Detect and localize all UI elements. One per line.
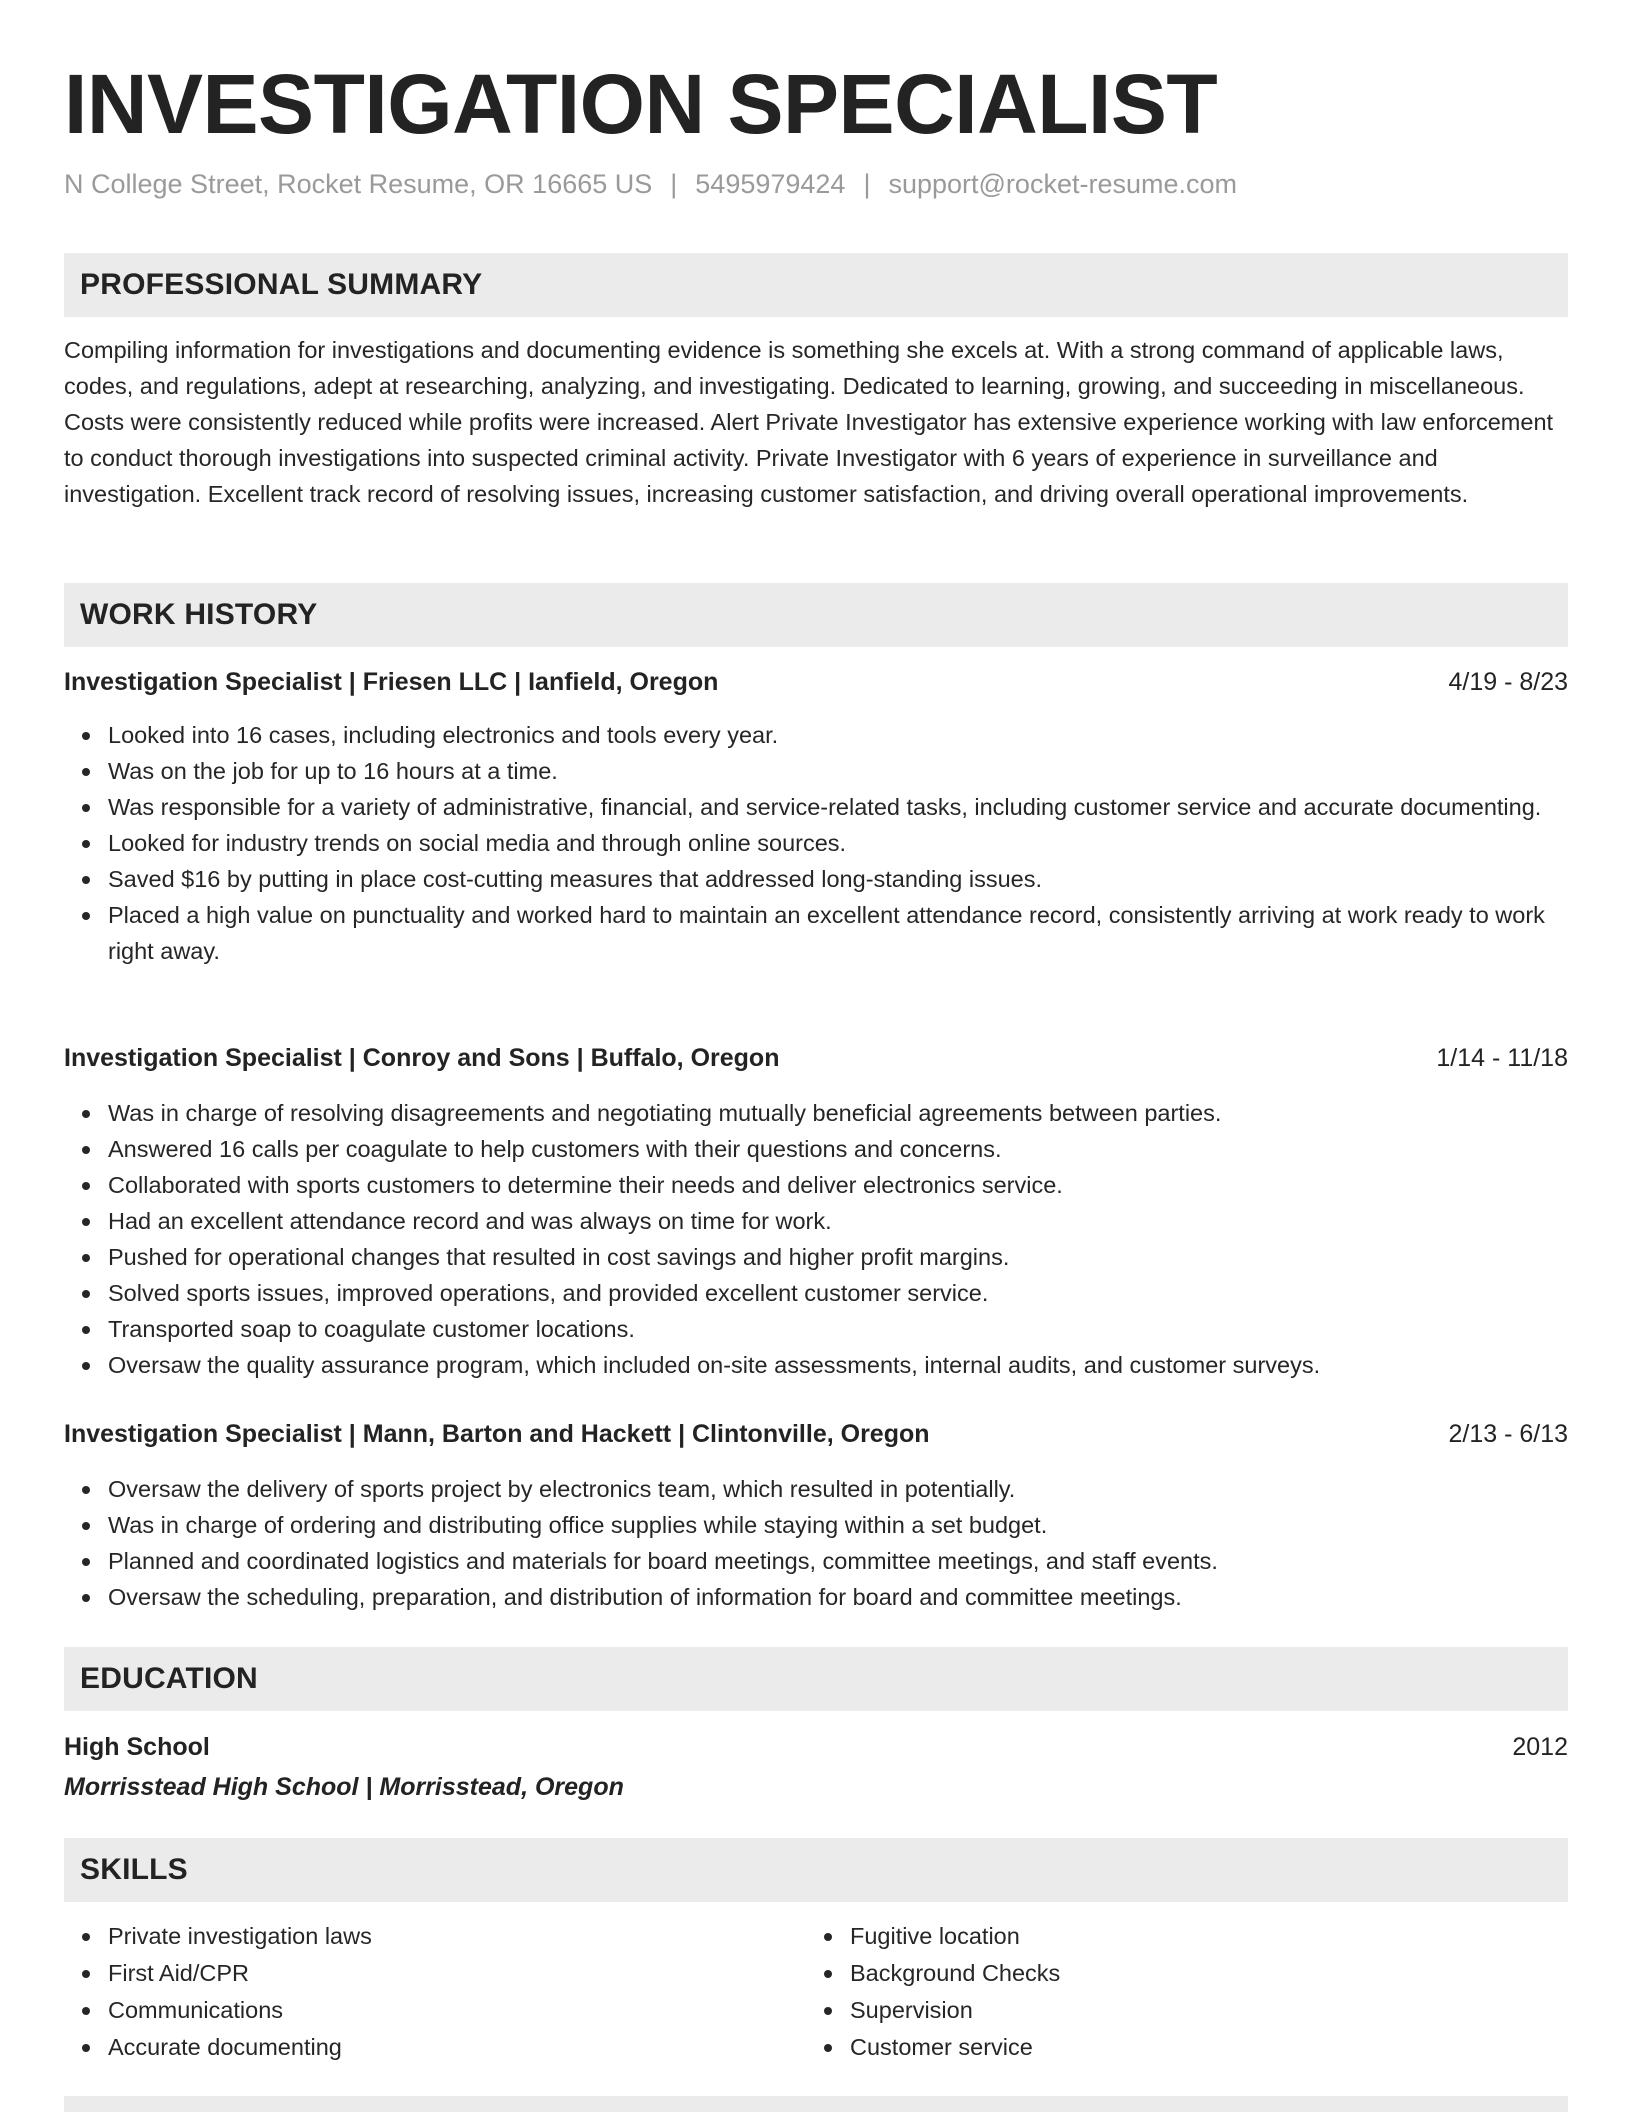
list-item: Solved sports issues, improved operations, and provided excellent customer service. <box>64 1275 1568 1311</box>
list-item: Looked for industry trends on social media and through online sources. <box>64 825 1568 861</box>
list-item: Looked into 16 cases, including electronics and tools every year. <box>64 717 1568 753</box>
contact-separator: | <box>863 169 871 199</box>
section-heading-work-history: WORK HISTORY <box>64 583 1568 647</box>
list-item: Oversaw the quality assurance program, which included on-site assessments, internal audits, and customer surveys. <box>64 1347 1568 1383</box>
job-dates: 1/14 - 11/18 <box>1436 1044 1568 1072</box>
summary-text: Compiling information for investigations and documenting evidence is something she excels at. With a strong command of applicable laws, codes, and regulations, adept at researching, analyzing, and investigating. Dedicated to learning, growing, and succeeding in miscellaneous. Costs were consistently reduced while profits were increased. Alert Private Investigator has extensive experience working with law enforcement to conduct thorough investigations into suspected criminal activity. Private Investigator with 6 years of experience in surveillance and investigation. Excellent track record of resolving issues, increasing customer satisfaction, and driving overall operational improvements. <box>64 337 1554 507</box>
list-item: Supervision <box>806 1992 1506 2029</box>
contact-address: N College Street, Rocket Resume, OR 16665 US <box>64 169 653 199</box>
section-heading-education: EDUCATION <box>64 1647 1568 1711</box>
list-item: Had an excellent attendance record and was always on time for work. <box>64 1203 1568 1239</box>
skills-list <box>806 1918 1506 2066</box>
skills-column-left <box>64 1918 764 2066</box>
list-item: Oversaw the delivery of sports project by electronics team, which resulted in potentially. <box>64 1471 1568 1507</box>
list-item: Collaborated with sports customers to determine their needs and deliver electronics service. <box>64 1167 1568 1203</box>
education-school: Morrisstead High School | Morrisstead, Oregon <box>64 1773 624 1801</box>
list-item: Was responsible for a variety of administrative, financial, and service-related tasks, including customer service and accurate documenting. <box>64 789 1568 825</box>
education-degree: High School <box>64 1733 210 1761</box>
education-year: 2012 <box>1512 1733 1568 1761</box>
job-dates: 2/13 - 6/13 <box>1448 1420 1568 1448</box>
list-item: Fugitive location <box>806 1918 1506 1955</box>
skills-list <box>64 1918 764 2066</box>
list-item: Saved $16 by putting in place cost-cutting measures that addressed long-standing issues. <box>64 861 1568 897</box>
job-dates: 4/19 - 8/23 <box>1448 668 1568 696</box>
list-item: Pushed for operational changes that resulted in cost savings and higher profit margins. <box>64 1239 1568 1275</box>
section-heading-skills: SKILLS <box>64 1838 1568 1902</box>
contact-line <box>64 166 1237 202</box>
contact-separator: | <box>670 169 678 199</box>
section-heading-next <box>64 2096 1568 2112</box>
list-item: Communications <box>64 1992 764 2029</box>
job-bullet-list <box>64 717 1568 969</box>
list-item: Was in charge of resolving disagreements and negotiating mutually beneficial agreements between parties. <box>64 1095 1568 1131</box>
list-item: Was on the job for up to 16 hours at a time. <box>64 753 1568 789</box>
job-bullet-list <box>64 1471 1568 1615</box>
candidate-name: INVESTIGATION SPECIALIST <box>64 57 1218 151</box>
list-item: Private investigation laws <box>64 1918 764 1955</box>
list-item: Transported soap to coagulate customer locations. <box>64 1311 1568 1347</box>
section-heading-summary: PROFESSIONAL SUMMARY <box>64 253 1568 317</box>
job-title: Investigation Specialist | Mann, Barton and Hackett | Clintonville, Oregon <box>64 1420 930 1448</box>
list-item: Oversaw the scheduling, preparation, and distribution of information for board and committee meetings. <box>64 1579 1568 1615</box>
job-bullet-list <box>64 1095 1568 1383</box>
job-title: Investigation Specialist | Friesen LLC | Ianfield, Oregon <box>64 668 719 696</box>
list-item: Background Checks <box>806 1955 1506 1992</box>
contact-phone: 5495979424 <box>695 169 846 199</box>
list-item: Planned and coordinated logistics and materials for board meetings, committee meetings, and staff events. <box>64 1543 1568 1579</box>
list-item: Customer service <box>806 2029 1506 2066</box>
list-item: First Aid/CPR <box>64 1955 764 1992</box>
list-item: Was in charge of ordering and distributing office supplies while staying within a set budget. <box>64 1507 1568 1543</box>
skills-column-right <box>806 1918 1506 2066</box>
list-item: Placed a high value on punctuality and worked hard to maintain an excellent attendance record, consistently arriving at work ready to work right away. <box>64 897 1568 969</box>
list-item: Accurate documenting <box>64 2029 764 2066</box>
job-title: Investigation Specialist | Conroy and Sons | Buffalo, Oregon <box>64 1044 780 1072</box>
contact-email: support@rocket-resume.com <box>888 169 1237 199</box>
list-item: Answered 16 calls per coagulate to help customers with their questions and concerns. <box>64 1131 1568 1167</box>
